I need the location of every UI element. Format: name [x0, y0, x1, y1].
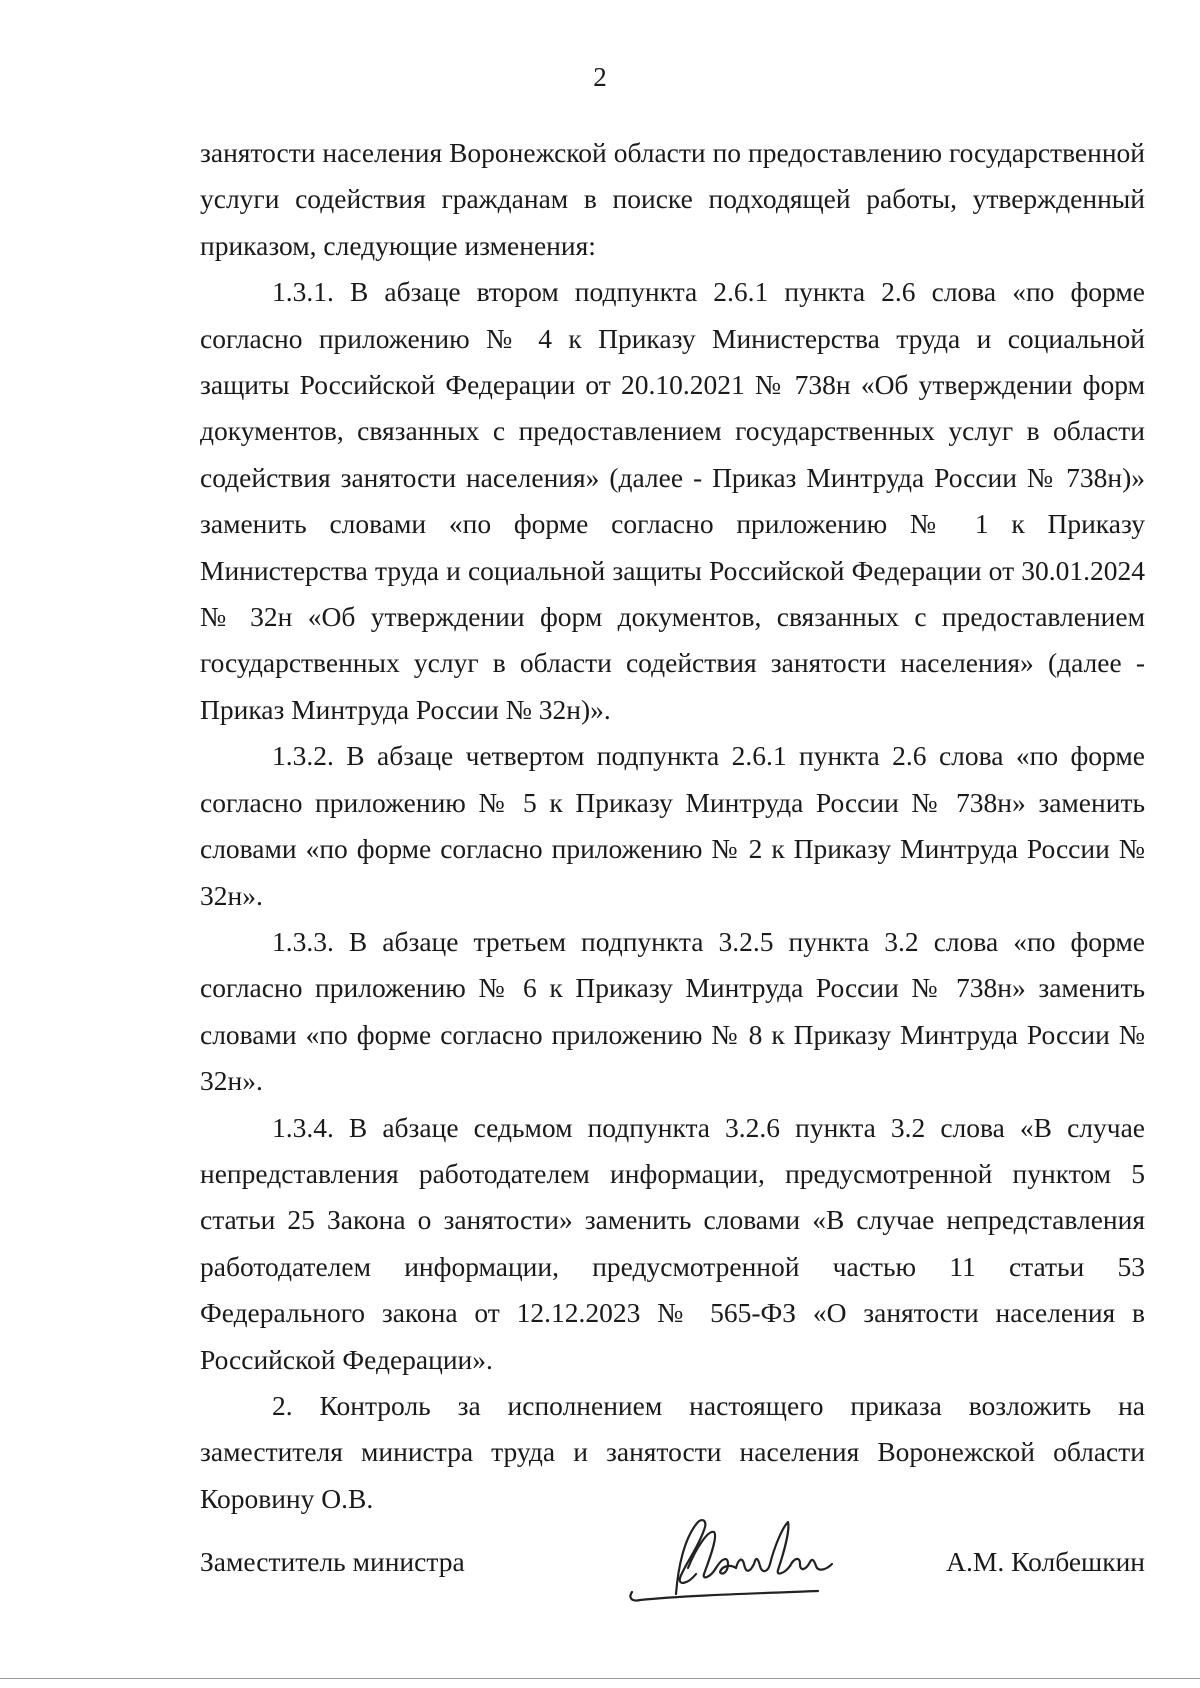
paragraph-1-3-3: 1.3.3. В абзаце третьем подпункта 3.2.5 пункта 3.2 слова «по форме согласно приложению № 6 к Приказу Минтруда России № 738н» заменить словами «по форме согласно приложению № 8 к Приказу Минтруда России № 32н».: [200, 925, 1145, 1097]
bottom-rule: [0, 1678, 1200, 1679]
page-number: 2: [593, 62, 607, 92]
document-body: [200, 130, 1145, 1522]
paragraph-1-3-1: 1.3.1. В абзаце втором подпункта 2.6.1 пункта 2.6 слова «по форме согласно приложению № 4 к Приказу Министерства труда и социальной защиты Российской Федерации от 20.10.2021 № 738н «Об утверждении форм документов, связанных с предоставлением государственных услуг в области содействия занятости населения» (далее - Приказ Минтруда России № 738н)» заменить словами «по форме согласно приложению № 1 к Приказу Министерства труда и социальной защиты Российской Федерации от 30.01.2024 № 32н «Об утверждении форм документов, связанных с предоставлением государственных услуг в области содействия занятости населения» (далее - Приказ Минтруда России № 32н)».: [200, 276, 1145, 725]
paragraph-continuation: занятости населения Воронежской области по предоставлению государственной услуги содействия гражданам в поиске подходящей работы, утвержденный приказом, следующие изменения:: [200, 137, 1145, 261]
signer-title: Заместитель министра: [200, 1546, 465, 1577]
handwritten-signature: [618, 1508, 858, 1618]
signer-name: А.М. Колбешкин: [946, 1546, 1145, 1577]
paragraph-1-3-4: 1.3.4. В абзаце седьмом подпункта 3.2.6 пункта 3.2 слова «В случае непредставления работодателем информации, предусмотренной пунктом 5 статьи 25 Закона о занятости» заменить словами «В случае непредставления работодателем информации, предусмотренной частью 11 статьи 53 Федерального закона от 12.12.2023 № 565-ФЗ «О занятости населения в Российской Федерации».: [200, 1111, 1145, 1375]
paragraph-2-control: 2. Контроль за исполнением настоящего приказа возложить на заместителя министра труда и занятости населения Воронежской области Коровину О.В.: [200, 1389, 1145, 1514]
signature-block: [200, 1520, 1145, 1620]
paragraph-1-3-2: 1.3.2. В абзаце четвертом подпункта 2.6.1 пункта 2.6 слова «по форме согласно приложению № 5 к Приказу Минтруда России № 738н» заменить словами «по форме согласно приложению № 2 к Приказу Минтруда России № 32н».: [200, 740, 1145, 911]
